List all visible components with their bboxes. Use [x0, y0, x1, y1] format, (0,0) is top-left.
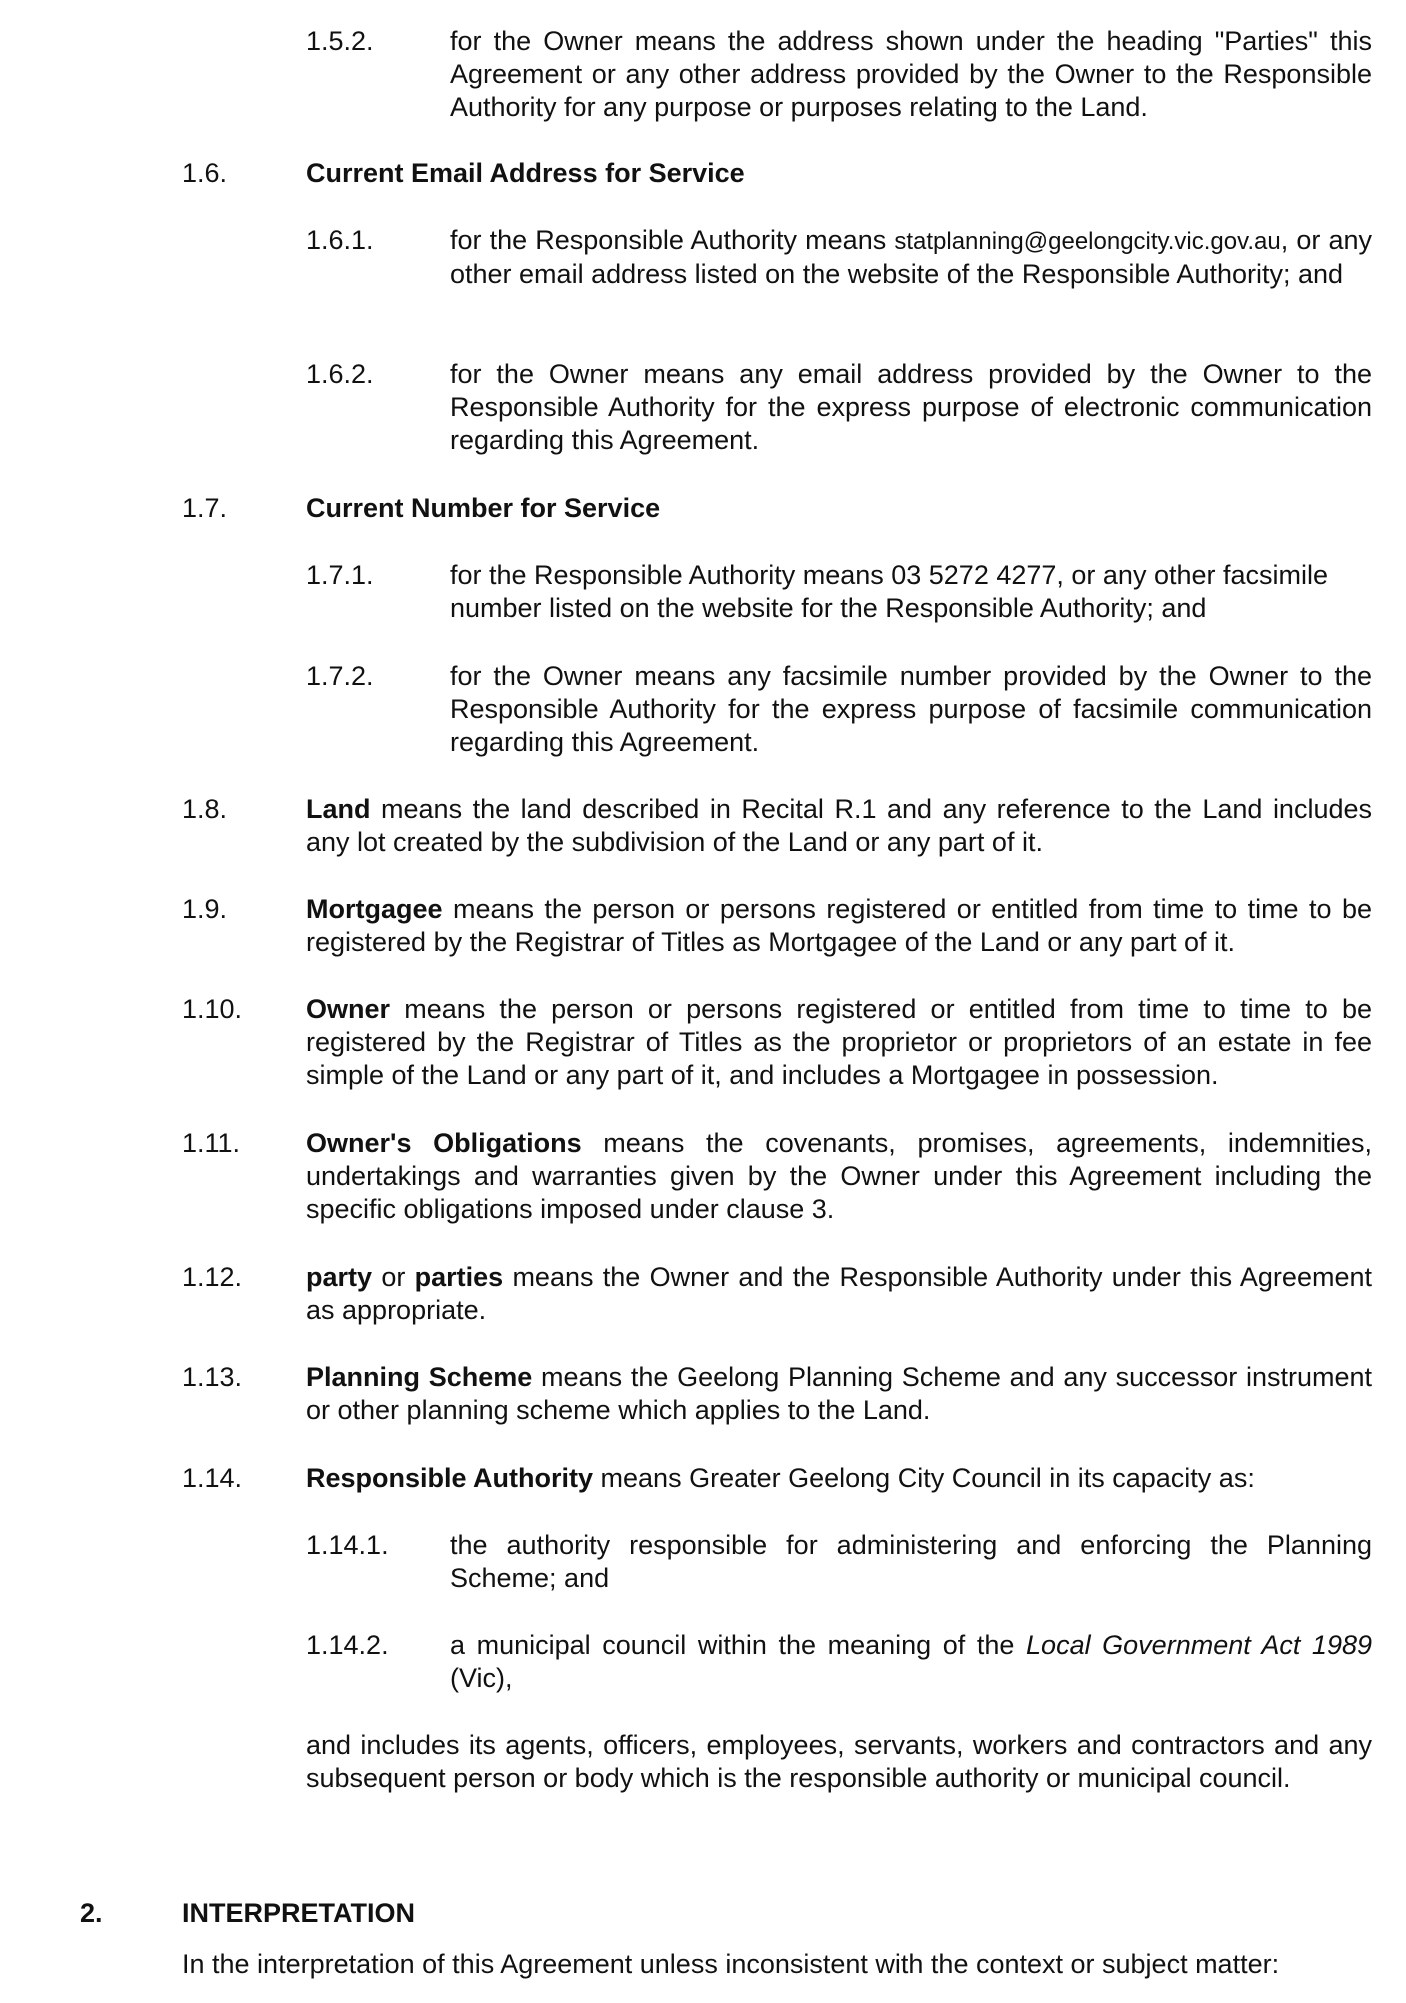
- clause-number: 1.5.2.: [306, 26, 374, 56]
- defined-term: Land: [306, 794, 371, 824]
- definition: means Greater Geelong City Council in its capacity as:: [593, 1463, 1255, 1493]
- clause-text: the authority responsible for administering and enforcing the Planning Scheme; and: [450, 1530, 1372, 1593]
- clause-number: 1.7.2.: [306, 661, 374, 691]
- definition: means the person or persons registered or entitled from time to time to be registered by the Registrar of Titles as the proprietor or proprietors of an estate in fee simple of the Land or any part of it, and includes a Mortgagee in possession.: [306, 994, 1372, 1090]
- section-intro-text: In the interpretation of this Agreement unless inconsistent with the context or subject matter:: [182, 1949, 1280, 1979]
- definition: means the covenants, promises, agreements, indemnities, undertakings and warranties given by the Owner under this Agreement including the specific obligations imposed under clause 3.: [306, 1128, 1372, 1224]
- clause-text: for the Owner means the address shown under the heading "Parties" this Agreement or any other address provided by the Owner to the Responsible Authority for any purpose or purposes relating to the Land.: [450, 26, 1372, 122]
- clause-text: [306, 793, 1372, 859]
- clause-number: 1.14.1.: [306, 1530, 389, 1560]
- clause-number: 1.14.2.: [306, 1630, 389, 1660]
- defined-term: Responsible Authority: [306, 1463, 594, 1493]
- definition: means the Owner and the Responsible Authority under this Agreement as appropriate.: [306, 1262, 1372, 1325]
- clause-text: for the Responsible Authority means 03 5272 4277, or any other facsimile number listed on the website for the Responsible Authority; and: [450, 560, 1329, 623]
- clause-number: 1.13.: [182, 1362, 243, 1392]
- clause-text-before: for the Responsible Authority means: [450, 225, 895, 255]
- clause-text: for the Owner means any email address provided by the Owner to the Responsible Authority for the express purpose of electronic communication regarding this Agreement.: [450, 359, 1372, 455]
- defined-term: Owner's Obligations: [306, 1128, 582, 1158]
- defined-term: Owner: [306, 994, 391, 1024]
- clause-heading: Current Number for Service: [306, 493, 661, 523]
- clause-number: 1.10.: [182, 994, 243, 1024]
- definition: means the Geelong Planning Scheme and any successor instrument or other planning scheme which applies to the Land.: [306, 1362, 1372, 1425]
- clause-text: [306, 993, 1372, 1092]
- clause-number: 1.12.: [182, 1262, 243, 1292]
- clause-text: [450, 224, 1372, 291]
- clause-number: 1.6.1.: [306, 225, 374, 255]
- defined-term: Planning Scheme: [306, 1362, 533, 1392]
- defined-term: parties: [414, 1262, 504, 1292]
- clause-number: 1.11.: [182, 1128, 241, 1158]
- clause-text: and includes its agents, officers, employees, servants, workers and contractors and any subsequent person or body which is the responsible authority or municipal council.: [306, 1730, 1372, 1793]
- clause-number: 1.7.: [182, 493, 228, 523]
- conjunction: or: [372, 1262, 415, 1292]
- clause-number: 1.6.: [182, 158, 228, 188]
- clause-number: 1.9.: [182, 894, 228, 924]
- clause-text-before: a municipal council within the meaning of the: [450, 1630, 1027, 1660]
- clause-text-after: (Vic),: [450, 1663, 513, 1693]
- section-heading: INTERPRETATION: [182, 1898, 415, 1928]
- section-number: 2.: [80, 1898, 103, 1928]
- clause-text: [306, 1361, 1372, 1427]
- clause-text: for the Owner means any facsimile number provided by the Owner to the Responsible Authority for the express purpose of facsimile communication regarding this Agreement.: [450, 661, 1372, 757]
- clause-heading: Current Email Address for Service: [306, 158, 745, 188]
- clause-number: 1.14.: [182, 1463, 243, 1493]
- definition: means the person or persons registered or entitled from time to time to be registered by the Registrar of Titles as Mortgagee of the Land or any part of it.: [306, 894, 1372, 957]
- clause-text: [306, 893, 1372, 959]
- defined-term: Mortgagee: [306, 894, 443, 924]
- clause-text: [306, 1127, 1372, 1226]
- clause-text-after: , or any other email address listed on the website of the Responsible Authority; and: [450, 225, 1372, 289]
- clause-number: 1.7.1.: [306, 560, 374, 590]
- defined-term: party: [306, 1262, 373, 1292]
- clause-number: 1.6.2.: [306, 359, 374, 389]
- email-address: statplanning@geelongcity.vic.gov.au: [894, 228, 1281, 255]
- clause-text: [306, 1261, 1372, 1327]
- clause-number: 1.8.: [182, 794, 228, 824]
- act-title: Local Government Act 1989: [1026, 1630, 1372, 1660]
- clause-text: [306, 1462, 1372, 1495]
- definition: means the land described in Recital R.1 and any reference to the Land includes any lot created by the subdivision of the Land or any part of it.: [306, 794, 1372, 857]
- clause-text: [450, 1629, 1372, 1695]
